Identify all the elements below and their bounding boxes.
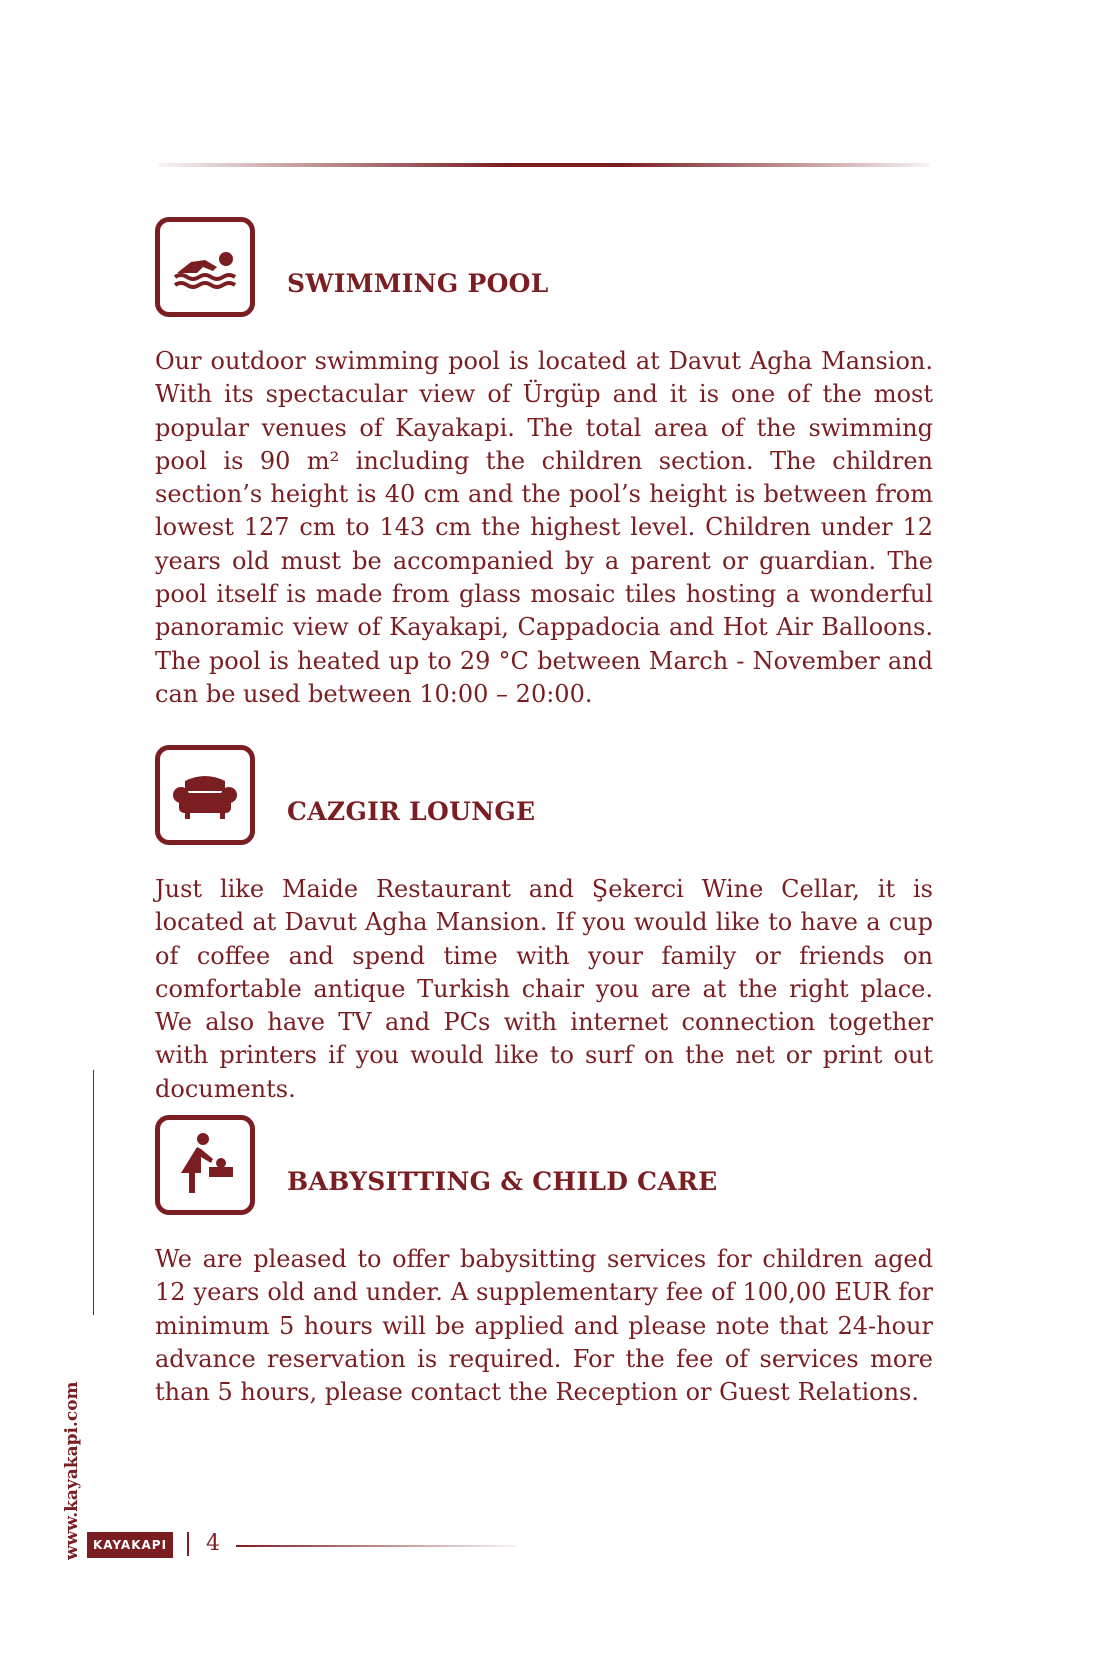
- section-text: We are pleased to offer babysitting services for children aged 12 years old and under. A supplementary fee of 100,00 EUR for minimum 5 hours will be applied and please note that 24-hour advance reservation is required. For the fee of services more than 5 hours, please contact the Reception or Guest Relations.: [155, 1245, 933, 1407]
- section-title: CAZGIR LOUNGE: [287, 797, 536, 826]
- section-text: Our outdoor swimming pool is located at Davut Agha Mansion. With its spectacular view of Ürgüp and it is one of the most popular venues of Kayakapi. The total area of the swimming pool is 90 m² including the children section. The children section’s height is 40 cm and the pool’s height is between from lowest 127 cm to 143 cm the highest level. Children under 12 years old must be accompanied by a parent or guardian. The pool itself is made from glass mosaic tiles hosting a wonderful panoramic view of Kayakapi, Cappadocia and Hot Air Balloons. The pool is heated up to 29 °C between March - November and can be used between 10:00 – 20:00.: [155, 347, 933, 708]
- swimmer-icon: [155, 217, 255, 317]
- top-divider: [158, 163, 930, 167]
- baby-changing-icon: [155, 1115, 255, 1215]
- page-number: 4: [206, 1531, 220, 1556]
- kayakapi-logo: KAYAKAPI: [87, 1532, 173, 1558]
- footer-separator: [187, 1532, 189, 1556]
- side-divider: [93, 1070, 94, 1315]
- armchair-icon: [155, 745, 255, 845]
- footer-divider: [236, 1545, 516, 1547]
- website-url[interactable]: www.kayakapi.com: [62, 1381, 82, 1560]
- section-text: Just like Maide Restaurant and Şekerci Wine Cellar, it is located at Davut Agha Mansion. If you would like to have a cup of coffee and spend time with your family or friends on comfortable antique Turkish chair you are at the right place. We also have TV and PCs with internet connection together with printers if you would like to surf on the net or print out documents.: [155, 875, 933, 1103]
- section-title: SWIMMING POOL: [287, 269, 549, 298]
- section-title: BABYSITTING & CHILD CARE: [287, 1167, 718, 1196]
